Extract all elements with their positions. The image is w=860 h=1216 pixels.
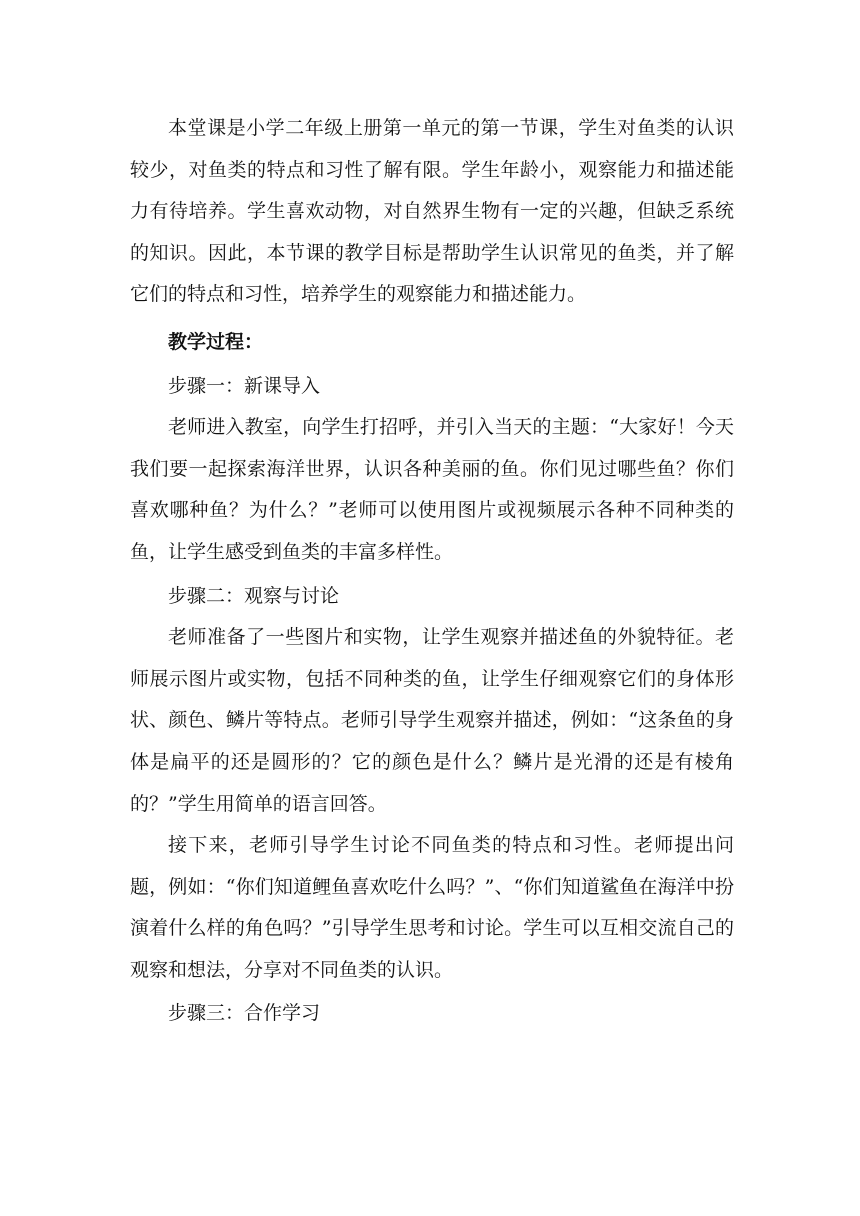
teaching-process-heading: 教学过程：	[168, 330, 264, 353]
step-one-heading: 步骤一：新课导入	[168, 374, 321, 397]
step-two-heading: 步骤二：观察与讨论	[168, 584, 340, 607]
step-two-paragraph: 老师准备了一些图片和实物，让学生观察并描述鱼的外貌特征。老师展示图片或实物，包括不同种类的鱼，让学生仔细观察它们的身体形状、颜色、鳞片等特点。老师引导学生观察并描述，例如：“这条鱼的身体是扁平的还是圆形的？它的颜色是什么？鳞片是光滑的还是有棱角的？”学生用简单的语言回答。	[130, 626, 734, 815]
intro-paragraph: 本堂课是小学二年级上册第一单元的第一节课，学生对鱼类的认识较少，对鱼类的特点和习性了解有限。学生年龄小，观察能力和描述能力有待培养。学生喜欢动物，对自然界生物有一定的兴趣，但缺乏系统的知识。因此，本节课的教学目标是帮助学生认识常见的鱼类，并了解它们的特点和习性，培养学生的观察能力和描述能力。	[130, 117, 734, 306]
step-one-paragraph: 老师进入教室，向学生打招呼，并引入当天的主题：“大家好！今天我们要一起探索海洋世界，认识各种美丽的鱼。你们见过哪些鱼？你们喜欢哪种鱼？为什么？”老师可以使用图片或视频展示各种不同种类的鱼，让学生感受到鱼类的丰富多样性。	[130, 416, 734, 563]
step-three-heading: 步骤三：合作学习	[168, 1002, 321, 1025]
discussion-paragraph: 接下来，老师引导学生讨论不同鱼类的特点和习性。老师提出问题，例如：“你们知道鲤鱼喜欢吃什么吗？”、“你们知道鲨鱼在海洋中扮演着什么样的角色吗？”引导学生思考和讨论。学生可以互相交流自己的观察和想法，分享对不同鱼类的认识。	[130, 834, 734, 981]
document-body	[130, 108, 734, 1035]
